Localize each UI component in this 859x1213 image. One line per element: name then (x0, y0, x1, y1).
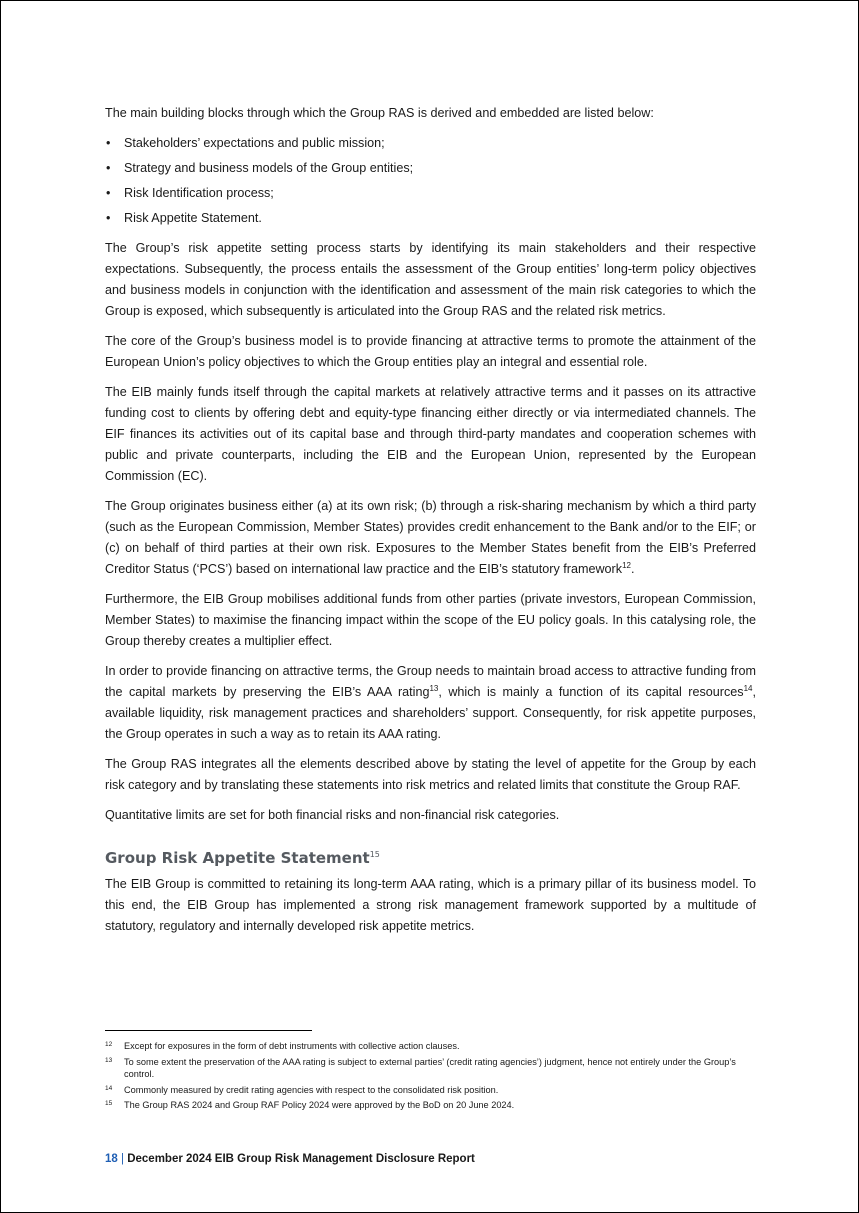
list-item-text: Strategy and business models of the Group entities; (124, 161, 414, 175)
footnote-text: The Group RAS 2024 and Group RAF Policy 2024 were approved by the BoD on 20 June 2024. (124, 1100, 515, 1111)
footnote-number: 12 (105, 1041, 113, 1048)
paragraph-quantitative-limits: Quantitative limits are set for both financial risks and non-financial risk categories. (105, 808, 560, 822)
footnotes (105, 1040, 756, 1115)
footnote-divider (105, 1030, 312, 1031)
report-title: December 2024 EIB Group Risk Management Disclosure Report (127, 1153, 475, 1165)
paragraph-text-c: , available liquidity, risk management practices and shareholders’ support. Consequently, for risk appetite purposes, the Group operates in such a way as to retain its AAA rating. (105, 685, 756, 741)
list-item-text: Risk Appetite Statement. (124, 211, 262, 225)
list-item (105, 158, 756, 179)
paragraph-text-b: , which is mainly a function of its capital resources (438, 685, 744, 699)
paragraph-aaa-rating (105, 661, 756, 745)
intro-paragraph: The main building blocks through which the Group RAS is derived and embedded are listed below: (105, 106, 654, 120)
bullet-icon: • (106, 211, 111, 225)
paragraph-text: The Group originates business either (a) at its own risk; (b) through a risk-sharing mechanism by which a third party (such as the European Commission, Member States) provides credit enhancement to the Bank and/or to the EIF; or (c) on behalf of third parties at their own risk. Exposures to the Member States benefit from the EIB’s Preferred Creditor Status (‘PCS’) based on international law practice and the EIB’s statutory framework (105, 499, 756, 576)
footnote-ref-14[interactable]: 14 (743, 683, 753, 693)
paragraph-origination (105, 496, 756, 580)
footnote-number: 15 (105, 1100, 113, 1108)
building-blocks-list (105, 133, 756, 229)
footnote-item (105, 1056, 756, 1081)
footer-separator: | (121, 1153, 124, 1165)
footnote-number: 14 (105, 1084, 113, 1092)
bullet-icon: • (106, 136, 111, 150)
list-item-text: Risk Identification process; (124, 186, 274, 200)
footnote-ref-13[interactable]: 13 (429, 683, 439, 693)
page-footer (105, 1153, 475, 1165)
footnote-number: 13 (105, 1056, 113, 1064)
paragraph-text-a: In order to provide financing on attractive terms, the Group needs to maintain broad access to attractive funding from the capital markets by preserving the EIB’s AAA rating (105, 664, 756, 699)
list-item (105, 183, 756, 204)
section-heading (105, 848, 756, 868)
footnote-text: Commonly measured by credit rating agencies with respect to the consolidated risk position. (124, 1084, 499, 1095)
footnote-item (105, 1099, 756, 1112)
footnote-ref-15[interactable]: 15 (369, 850, 380, 859)
paragraph-aaa-commitment: The EIB Group is committed to retaining its long-term AAA rating, which is a primary pillar of its business model. To this end, the EIB Group has implemented a strong risk management framework supported by a multitude of statutory, regulatory and internally developed risk appetite metrics. (105, 877, 756, 933)
footnote-text: To some extent the preservation of the AAA rating is subject to external parties’ (credit rating agencies’) judgment, hence not entirely under the Group’s control. (124, 1056, 736, 1080)
paragraph-text-end: . (630, 562, 635, 576)
paragraph-ras-integration: The Group RAS integrates all the elements described above by stating the level of appetite for the Group by each risk category and by translating these statements into risk metrics and related limits that constitute the Group RAF. (105, 757, 756, 792)
page-number: 18 (105, 1153, 118, 1165)
paragraph-funding: The EIB mainly funds itself through the capital markets at relatively attractive terms and it passes on its attractive funding cost to clients by offering debt and equity-type financing either directly or via intermediated channels. The EIF finances its activities out of its capital base and through third-party mandates and cooperation schemes with public and private counterparts, including the EIB and the European Union, represented by the European Commission (EC). (105, 385, 756, 483)
footnote-text: Except for exposures in the form of debt instruments with collective action clauses. (124, 1041, 460, 1051)
bullet-icon: • (106, 186, 111, 200)
bullet-icon: • (106, 161, 111, 175)
section-heading-text: Group Risk Appetite Statement (105, 849, 370, 867)
paragraph-mobilisation: Furthermore, the EIB Group mobilises additional funds from other parties (private investors, European Commission, Member States) to maximise the financing impact within the scope of the EU policy goals. In this catalysing role, the Group thereby creates a multiplier effect. (105, 592, 756, 648)
footnote-ref-12[interactable]: 12 (622, 560, 631, 570)
list-item (105, 133, 756, 154)
paragraph-business-model: The core of the Group’s business model is to provide financing at attractive terms to promote the attainment of the European Union’s policy objectives to which the Group entities play an integral and essential role. (105, 334, 756, 369)
list-item (105, 208, 756, 229)
footnote-item (105, 1040, 756, 1053)
main-content (105, 103, 756, 946)
footnote-item (105, 1084, 756, 1097)
list-item-text: Stakeholders’ expectations and public mission; (124, 136, 385, 150)
paragraph-risk-appetite-process: The Group’s risk appetite setting process starts by identifying its main stakeholders and their respective expectations. Subsequently, the process entails the assessment of the Group entities’ long-term policy objectives and business models in conjunction with the identification and assessment of the main risk categories to which the Group is exposed, which subsequently is articulated into the Group RAS and the related risk metrics. (105, 241, 756, 318)
